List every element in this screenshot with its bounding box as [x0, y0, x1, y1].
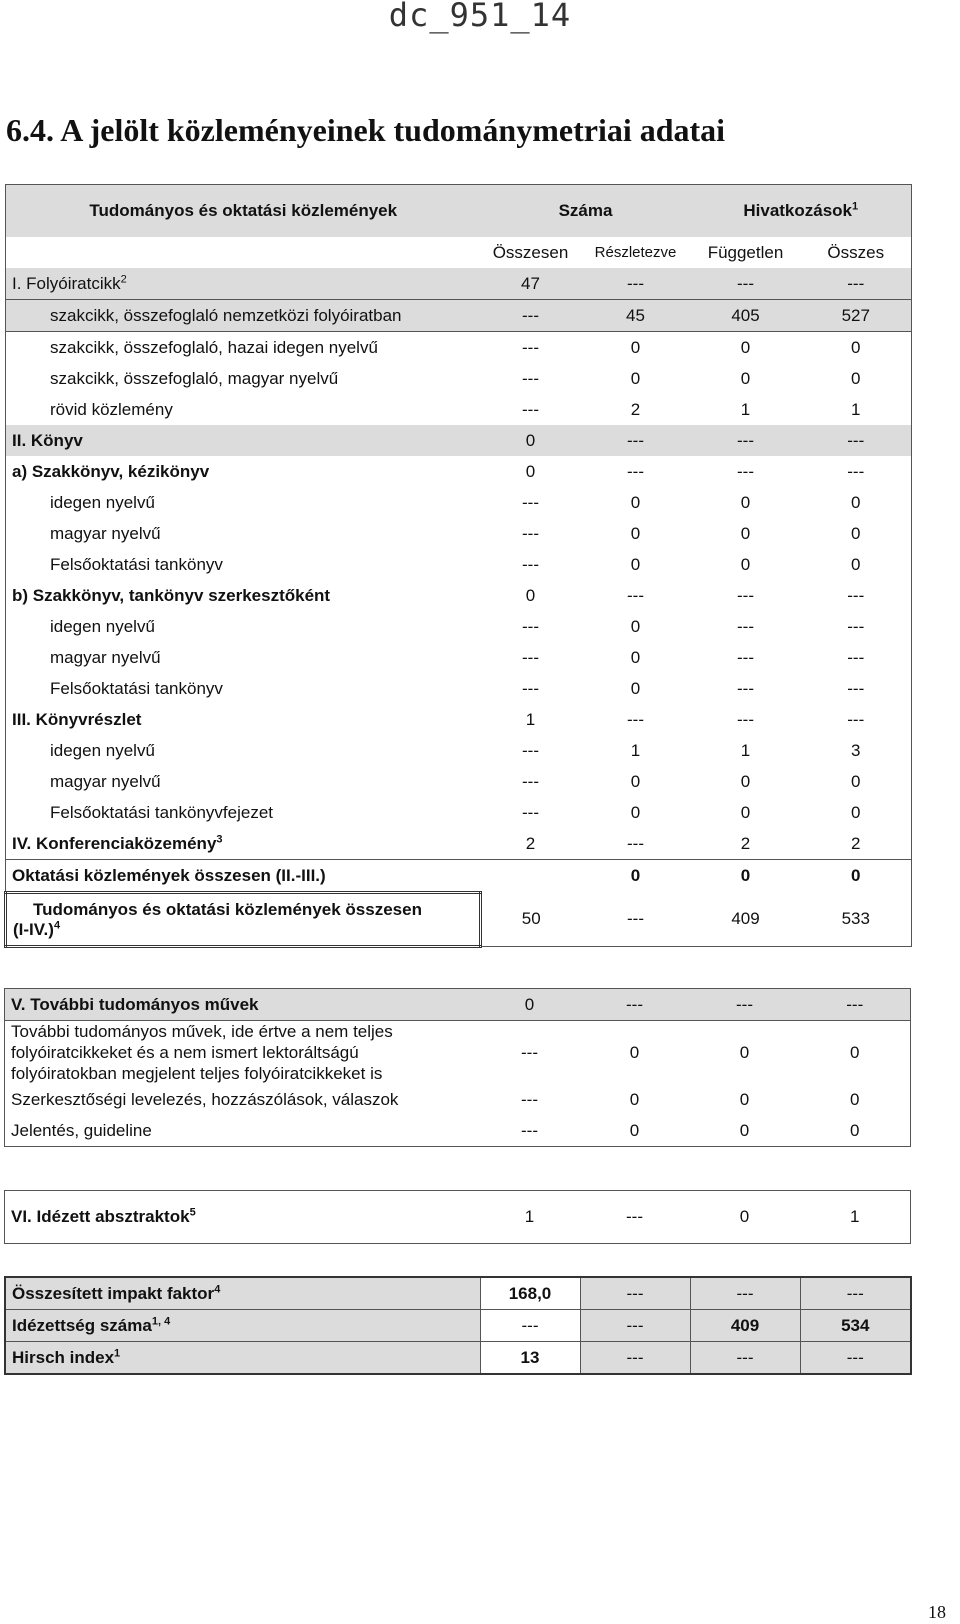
table-row: a) Szakkönyv, kézikönyv 0 --- --- --- [6, 456, 912, 487]
table-row: Felsőoktatási tankönyv --- 0 0 0 [6, 549, 912, 580]
section-heading: 6.4. A jelölt közleményeinek tudománymetriai adatai [6, 112, 726, 148]
table-row: idegen nyelvű --- 1 1 3 [6, 735, 912, 766]
table-row: Hirsch index$^1$ 13 --- --- --- [5, 1342, 911, 1375]
scientometrics-table [4, 184, 912, 948]
document-id: dc_951_14 [388, 0, 572, 34]
summary-table [4, 1276, 912, 1375]
table-row: További tudományos művek, ide értve a nem teljes folyóiratcikkeket és a nem ismert lektoráltságú folyóiratokban megjelent teljes folyóiratcikkeket is --- 0 0 0 [5, 1021, 911, 1085]
header-all: Összes [801, 237, 912, 268]
table-row: b) Szakkönyv, tankönyv szerkesztőként 0 --- --- --- [6, 580, 912, 611]
other-works-table [4, 988, 911, 1147]
table-row: szakcikk, összefoglaló nemzetközi folyóiratban --- 45 405 527 [6, 300, 912, 332]
table-row: Oktatási közlemények összesen (II.-III.) 0 0 0 [6, 860, 912, 893]
table-row: szakcikk, összefoglaló, hazai idegen nyelvű --- 0 0 0 [6, 332, 912, 364]
abstracts-table [4, 1190, 911, 1244]
table-row: I. Folyóiratcikk$^2$ 47 --- --- --- [6, 268, 912, 300]
table-row: Összesített impakt faktor$^4$ 168,0 --- --- --- [5, 1277, 911, 1310]
header-detailed: Részletezve [594, 244, 677, 261]
table-row: Szerkesztőségi levelezés, hozzászólások, válaszok --- 0 0 0 [5, 1084, 911, 1115]
table-row: magyar nyelvű --- 0 0 0 [6, 766, 912, 797]
table-row: V. További tudományos művek 0 --- --- --- [5, 989, 911, 1021]
table-row: II. Könyv 0 --- --- --- [6, 425, 912, 456]
table-row: magyar nyelvű --- 0 0 0 [6, 518, 912, 549]
table-row: VI. Idézett absztraktok$^5$ 1 --- 0 1 [5, 1191, 911, 1244]
header-blank [6, 237, 481, 268]
table-row: idegen nyelvű --- 0 0 0 [6, 487, 912, 518]
table-row-total: Tudományos és oktatási közlemények összesen $(I-IV.)^4$ 50 --- 409 533 [6, 893, 912, 947]
header-independent: Független [707, 242, 784, 262]
table-row: IV. Konferenciaközemény$^3$ 2 --- 2 2 [6, 828, 912, 860]
header-count: Száma [481, 185, 691, 238]
table-row: III. Könyvrészlet 1 --- --- --- [6, 704, 912, 735]
table-row: rövid közlemény --- 2 1 1 [6, 394, 912, 425]
table-row: szakcikk, összefoglaló, magyar nyelvű --- 0 0 0 [6, 363, 912, 394]
table-row: Idézettség száma$^{1, 4}$ --- --- 409 534 [5, 1310, 911, 1342]
table-row: Jelentés, guideline --- 0 0 0 [5, 1115, 911, 1147]
page-number: 18 [928, 1602, 946, 1622]
header-total: Összesen [492, 242, 569, 262]
header-citations: Hivatkozások$^1$ [691, 185, 912, 238]
header-publications: Tudományos és oktatási közlemények [6, 185, 481, 238]
table-row: magyar nyelvű --- 0 --- --- [6, 642, 912, 673]
table-row: Felsőoktatási tankönyvfejezet --- 0 0 0 [6, 797, 912, 828]
table-row: Felsőoktatási tankönyv --- 0 --- --- [6, 673, 912, 704]
table-row: idegen nyelvű --- 0 --- --- [6, 611, 912, 642]
